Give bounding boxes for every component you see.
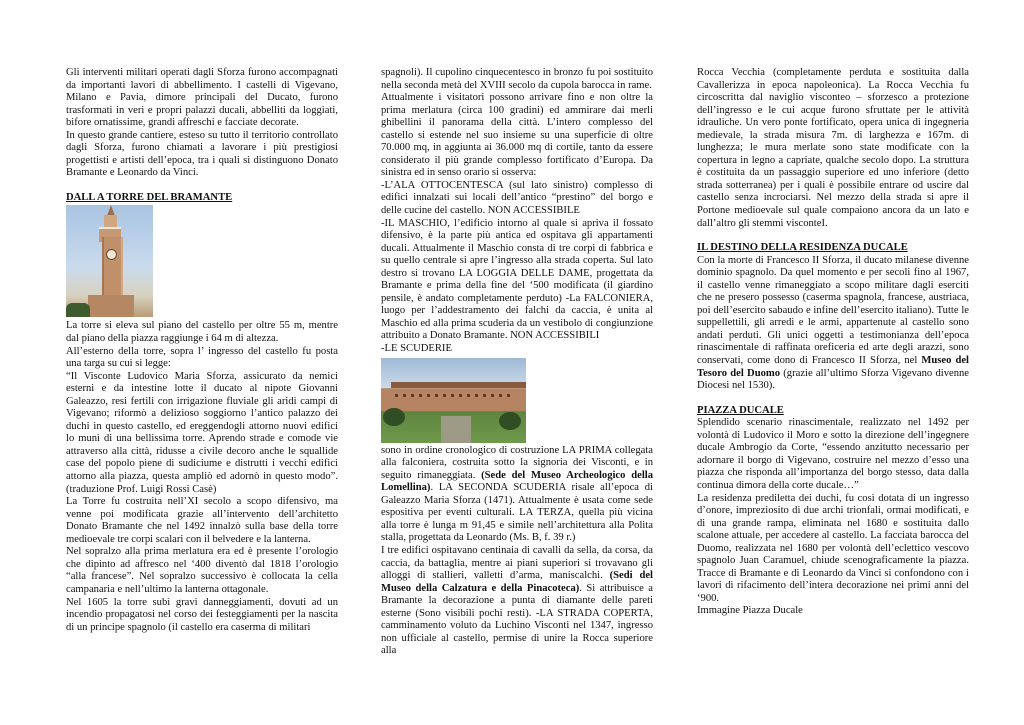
column-left [66,67,338,634]
visitatori-paragraph: Attualmente i visitatori possono arrivare fino e non oltre la prima merlatura (circa 100 gradini) ed ammirare dai merli ghibellini il panorama della città. L’intero complesso del castello si estende nel suo insieme su una superficie di oltre 70.000 mq, in aggiunta ai 36.000 mq di cortile, tanto da essere considerato il più grande complesso fortificato d’Europa. Da sinistra ed in senso orario si osserva: [381,92,653,179]
residenza-text-1: Con la morte di Francesco II Sforza, il ducato milanese divenne dominio spagnolo. Da quel momento e per secoli fino al 1967, il castello venne rimaneggiato a scopo militare dagli eserciti che ne presero possesso (caserma spagnola, francese, austriaca, poi dell’esercito sabaudo e infine dell’esercito italiano). Tutte le suppellettili, gli arredi e le armi, appartenute al castello sono andati perduti. Gli unici oggetti a testimonianza dell’epoca rinascimentale di raffinata oreficeria ed arte degli arazzi, sono conservati, come dono di Francesco II Sforza, nel [697,254,969,367]
scuderie-text-2: . LA SECONDA SCUDERIA risale all’epoca di Galeazzo Maria Sforza (1471). Attualmente è usata come sede espositiva per eventi culturali. LA TERZA, quella più vicina alla torre è lunga m 91,45 e simile nell’architettura alla Polita stalla, progettata da Leonardo (Ms. B, f. 39 r.) [381,482,653,544]
tower-photo [66,205,153,317]
orologio-paragraph: Nel sopralzo alla prima merlatura era ed è presente l’orologio che dipinto ad affresco nel ‘400 diventò dal 1818 l’orologio “alla francese”. Nel sopralzo successivo è collocata la cella campanaria e nell’ultimo la lanterna ottagonale. [66,546,338,595]
edifici-paragraph [381,545,653,658]
tree-shape [499,412,521,430]
scuderie-label: -LE SCUDERIE [381,343,452,355]
section-heading-torre: DALL A TORRE DEL BRAMANTE [66,191,233,203]
column-middle [381,67,653,658]
tower-base-shape [88,295,134,317]
maschio-paragraph: -IL MASCHIO, l’edificio intorno al quale si apriva il fossato difensivo, è la parte più antica ed ospitava gli appartamenti ducali. Attualmente il Maschio consta di tre corpi di fabbrica e su quello centrale si apre l’ingresso alla strada coperta. Sul lato destro si trovano LA LOGGIA DELLE DAME, progettata da Bramante e prima della fine del ‘500 modificata (il giardino pensile, è andato completamente perduto) -La FALCONIERA, luogo per l’addestramento dei falchi da caccia, è unita al Maschio ed alla prima scuderia da un vestibolo di congiunzione attribuito a Donato Bramante. NON ACCESSIBILI [381,217,653,342]
spacer [697,230,969,242]
residenza-prediletta-paragraph: La residenza prediletta dei duchi, fu così dotata di un ingresso d’onore, impreziosito di due archi trionfali, ormai modificati, e di una grande rampa, eliminata nel 1680 e sostituita dallo scalone attuale, per accedere al castello. La facciata barocca del Duomo, realizzata nel 1680 per volontà dell’eclettico vescovo spagnolo Juan Caramuel, chiude scenograficamente la piazza. Tracce di Bramante e di Leonardo da Vinci si confondono con i lavori di rifacimento dell’intera decorazione nei primi anni del ‘900. [697,492,969,604]
museo-archeologico-bold: (Sede del Museo Archeologico della Lomellina) [381,469,653,494]
scuderie-photo [381,358,526,443]
residenza-text-2: (grazie all’ultimo Sforza Vigevano divenne Diocesi nel 1530). [697,367,969,392]
targa-quote-paragraph: “Il Visconte Ludovico Maria Sforza, assicurato da nemici esterni e da intestine lotte il ducato al nipote Giovanni Galeazzo, resi fertili con irrigazione fluviale gli aridi campi di Vigevano; riformò a delizioso soggiorno l’antico palazzo dei duchi in questo castello, ed ereggendogli attorno nuovi edifici lo munì di una bellissima torre. Aprendo strade e comode vie attraverso alla città, ridusse a civile decoro anche le squallide case del popolo piene di sudiciume e distrutti i vecchi edifici attorno alla piazza, questa ampliò ed adornò in questo modo”. (traduzione Prof. Luigi Rossi Casè) [66,370,338,495]
cupolino-paragraph: spagnoli). Il cupolino cinquecentesco in bronzo fu poi sostituito nella seconda metà del XVIII secolo da cupola barocca in rame. [381,67,653,91]
roof-shape [391,382,526,388]
rocca-vecchia-paragraph: Rocca Vecchia (completamente perduta e sostituita dalla Cavallerizza in epoca napoleonica). La Rocca Vecchia fu circoscritta dal naviglio visconteo – sforzesco a protezione dell’ingresso e le cui acque furono sfruttate per le attività idrauliche. Un vero ponte fortificato, opera unica di ingegneria medievale, la strada misura 7m. di larghezza e 167m. di lunghezza; le mura merlate sono state modificate con la copertura in legno a capriate, qualche secolo dopo. La struttura è costituita da un passaggio superiore ed uno inferiore (detto strada sotterranea) per i quali è possibile entrare od uscire dal castello senza incrociarsi. Nel mezzo della strada si apre il Portone medioevale sul quale compaiono ancora da un lato e dall’altro gli stemmi visconteI. [697,67,969,229]
museo-calzatura-bold: (Sedi del Museo della Calzatura e della Pinacoteca) [381,570,653,594]
torre-history-paragraph: La Torre fu costruita nell’XI secolo a scopo difensivo, ma venne poi modificata grazie all’intervento dell’architetto Donato Bramante che nel 1492 innalzò sulla base della torre medioevale tre corpi scalari con il belvedere e la lanterna. [66,496,338,545]
courtyard-path-shape [441,416,471,443]
scuderie-text-1: sono in ordine cronologico di costruzione LA PRIMA collegata alla falconiera, costruita sotto la signoria dei Visconti, e in seguito rimaneggiata. [381,444,653,481]
image-caption: Immagine Piazza Ducale [697,605,803,617]
section-heading-piazza: PIAZZA DUCALE [697,404,784,416]
edifici-text-2: . Si attribuisce a Bramante la decorazione a punta di diamante delle pareti esterne (Sono visibili pochi resti). -LA STRADA COPERTA, camminamento voluto da Luchino Visconti nel 1347, ingresso non ufficiale al castello, permise di unire la Rocca superiore alla [381,582,653,657]
intro-paragraph: Gli interventi militari operati dagli Sforza furono accompagnati da importanti lavori di abbellimento. I castelli di Vigevano, Milano e Pavia, dimore principali del Ducato, furono trasformati in veri e propri palazzi ducali, abbelliti da loggiati, bifore ornatissime, grandi affreschi e facciate decorate. [66,67,338,129]
tower-body-shape [102,237,123,299]
column-right [697,67,969,618]
cantiere-paragraph: In questo grande cantiere, esteso su tutto il territorio controllato dagli Sforza, furono chiamati a lavorare i più prestigiosi progettisti e artisti dell’epoca, tra i quali si distinguono Donato Bramante e Leonardo da Vinci. [66,129,338,179]
torre-height-paragraph: La torre si eleva sul piano del castello per oltre 55 m, mentre dal piano della piazza raggiunge i 64 m di altezza. [66,320,338,345]
tree-shape [383,408,405,426]
edifici-text-1: I tre edifici ospitavano centinaia di cavalli da sella, da corsa, da caccia, da battaglia, mentre ai piani superiori si trovavano gli alloggi di stallieri, valletti d’arma, maniscalchi. [381,544,653,582]
windows-shape [395,394,515,397]
piazza-paragraph: Splendido scenario rinascimentale, realizzato nel 1492 per volontà di Ludovico il Moro e sotto la direzione dell’ingegnere ducale Ambrogio da Corte, “essendo anzitutto necessario per adornare il borgo di Vigevano, costruire nel mezzo d’esso una piazza che risponda all’importanza del borgo stesso, data dalla continua dimora della corte ducale…” [697,417,969,491]
residenza-paragraph [697,255,969,393]
tree-shape [66,303,90,317]
incendio-paragraph: Nel 1605 la torre subì gravi danneggiamenti, dovuti ad un incendio propagatosi nel corso dei festeggiamenti per la nascita di un principe spagnolo (il castello era caserma di militari [66,596,338,633]
spacer [66,180,338,192]
ala-ottocentesca-paragraph: -L’ALA OTTOCENTESCA (sul lato sinistro) complesso di edifici innalzati sui locali dell’antico “prestino” del borgo e delle cucine del castello. NON ACCESSIBILE [381,179,653,217]
scuderie-paragraph [381,445,653,545]
section-heading-residenza: IL DESTINO DELLA RESIDENZA DUCALE [697,242,908,254]
museo-tesoro-bold: Museo del Tesoro del Duomo [697,355,969,379]
spacer [697,393,969,405]
targa-paragraph: All’esterno della torre, sopra l’ ingresso del castello fu posta una targa su cui si legge: [66,345,338,370]
